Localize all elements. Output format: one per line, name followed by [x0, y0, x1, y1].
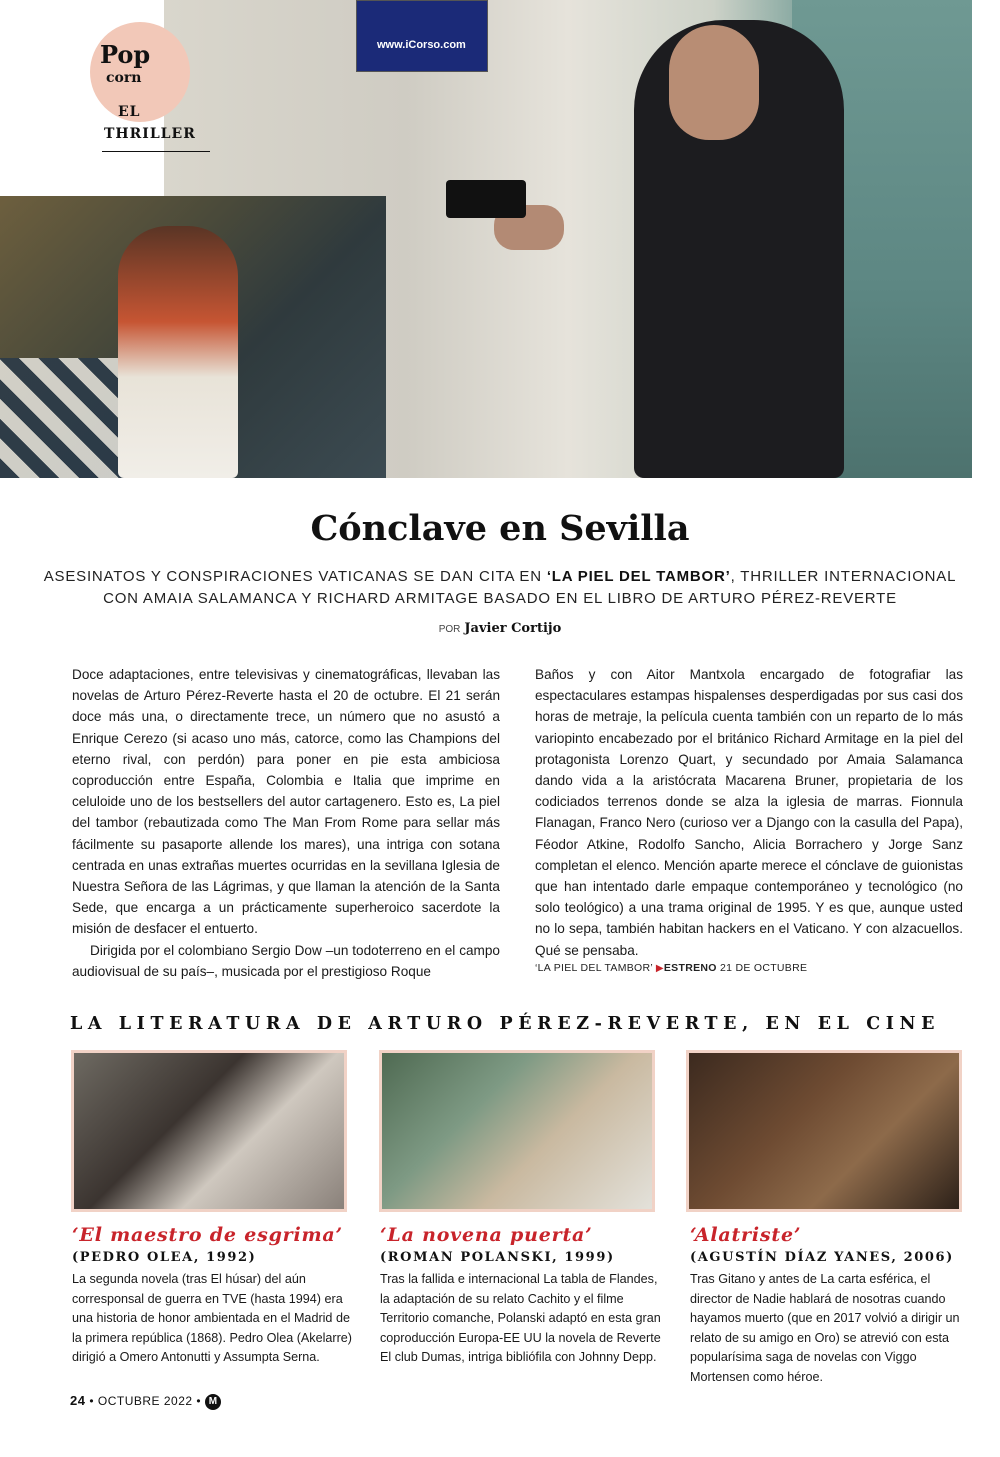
- film-description: Tras Gitano y antes de La carta esférica, el director de Nadie hablará de nosotras cuando hayamos muerto (que en 2017 volvió a dirigir un relato de su amigo en Oro) se atrevió con esta popularísima saga de novelas con Viggo Mortensen como héroe.: [690, 1272, 960, 1384]
- folio-separator: •: [89, 1394, 95, 1408]
- woman-shape: [118, 226, 238, 478]
- article-title: Cónclave en Sevilla: [310, 508, 690, 549]
- film-still-novena-puerta: [379, 1050, 655, 1212]
- gun-shape: [446, 180, 526, 218]
- credits-label: ESTRENO: [663, 962, 717, 974]
- badge-corn: corn: [106, 70, 142, 86]
- play-triangle-icon: ▶: [655, 963, 664, 974]
- hero-photo-woman: [0, 196, 386, 478]
- film-title: ‘El maestro de esgrima’: [72, 1224, 343, 1246]
- film-still-alatriste: [686, 1050, 962, 1212]
- head-shape: [669, 25, 759, 140]
- film-director: (ROMAN POLANSKI, 1999): [380, 1250, 615, 1265]
- film-director: (AGUSTÍN DÍAZ YANES, 2006): [690, 1250, 954, 1265]
- badge-thriller: THRILLER: [104, 126, 196, 142]
- byline: [0, 621, 1000, 636]
- body-paragraph: Dirigida por el colombiano Sergio Dow –un todoterreno en el campo audiovisual de su país–, musicada por el prestigioso Roque: [72, 942, 500, 979]
- badge-pop: Pop: [100, 40, 151, 69]
- watermark-thumbnail: [356, 0, 488, 72]
- badge-el: EL: [118, 104, 141, 120]
- folio-issue: OCTUBRE 2022: [97, 1394, 193, 1408]
- folio-separator: •: [196, 1394, 202, 1408]
- magazine-logo-icon: M: [205, 1394, 221, 1410]
- film-title: ‘Alatriste’: [690, 1224, 802, 1246]
- film-still-esgrima: [71, 1050, 347, 1212]
- credits-film: ‘LA PIEL DEL TAMBOR’: [535, 962, 653, 974]
- subtitle-part1: ASESINATOS Y CONSPIRACIONES VATICANAS SE DAN CITA EN: [43, 568, 547, 585]
- body-column-1: [72, 664, 500, 982]
- subtitle-film-name: ‘LA PIEL DEL TAMBOR’: [546, 568, 731, 585]
- film-description: La segunda novela (tras El húsar) del aún corresponsal de guerra en TVE (hasta 1994) era una historia de honor ambientada en el Madrid de la primera república (1868). Pedro Olea (Akelarre) dirigió a Omero Antonutti y Assumpta Serna.: [72, 1272, 352, 1365]
- credits-date: 21 DE OCTUBRE: [719, 962, 808, 974]
- body-column-2: [535, 664, 963, 961]
- film-credits: [535, 962, 807, 974]
- body-paragraph: Doce adaptaciones, entre televisivas y cinematográficas, llevaban las novelas de Arturo Pérez-Reverte hasta el 20 de octubre. El 21 serán doce más una, o directamente trece, un número que no asustó a Enrique Cerezo (si acaso uno más, catorce, como las Champions del eterno rival, con perdón) para poner en pie esta ambiciosa coproducción entre España, Colombia e Italia que imprime en celuloide uno de los bestsellers del autor cartagenero. Esto es, La piel del tambor (rebautizada como The Man From Rome para sellar más fácilmente su pasaporte allende los mares), una intriga con sotana centrada en unas extrañas muertes ocurridas en la sevillana Iglesia de Nuestra Señora de las Lágrimas, y que llaman la atención de la Santa Sede, que encarga a un prácticamente superheroico sacerdote la misión de desfacer el entuerto.: [72, 667, 500, 937]
- byline-por: POR: [438, 624, 461, 635]
- watermark-site: www.iCorso.com: [377, 39, 466, 51]
- subtitle-part2: , THRILLER INTERNACIONAL CON AMAIA SALAMANCA Y RICHARD ARMITAGE BASADO EN EL LIBRO DE ARTURO PÉREZ-REVERTE: [103, 568, 957, 607]
- body-paragraph: Baños y con Aitor Mantxola encargado de fotografiar las espectaculares estampas hispalenses desperdigadas por sus casi dos horas de metraje, la película cuenta también con un reparto de lo más variopinto encabezado por el británico Richard Armitage en la piel del protagonista Lorenzo Quart, y secundado por Amaia Salamanca dando vida a la aristócrata Macarena Bruner, propietaria de los codiciados terrenos donde se alza la iglesia de marras. Fionnula Flanagan, Franco Nero (curioso ver a Django con la casulla del Papa), Féodor Atkine, Rodolfo Sancho, Alicia Borrachero y Jorge Sanz completan el elenco. Mención aparte merece el cónclave de guionistas que han intentado darle empaque contemporáneo y tecnológico (no solo teológico) a una trama original de 1995. Y es que, aunque usted no lo sepa, también habitan hackers en el Vaticano. Y con alzacuellos. Qué se pensaba.: [535, 667, 963, 958]
- page-number: 24: [70, 1393, 86, 1408]
- page-folio: [70, 1393, 221, 1410]
- section-heading: LA LITERATURA DE ARTURO PÉREZ-REVERTE, EN EL CINE: [70, 1014, 941, 1034]
- byline-author: Javier Cortijo: [464, 621, 562, 636]
- film-director: (PEDRO OLEA, 1992): [72, 1250, 257, 1265]
- film-description: Tras la fallida e internacional La tabla de Flandes, la adaptación de su relato Cachito y el filme Territorio comanche, Polanski adaptó en esta gran coproducción Europa-EE UU la novela de Reverte El club Dumas, intriga bibliófila con Johnny Depp.: [380, 1272, 661, 1365]
- film-title: ‘La novena puerta’: [380, 1224, 593, 1246]
- badge-divider: [102, 151, 210, 152]
- article-subtitle: [40, 566, 960, 610]
